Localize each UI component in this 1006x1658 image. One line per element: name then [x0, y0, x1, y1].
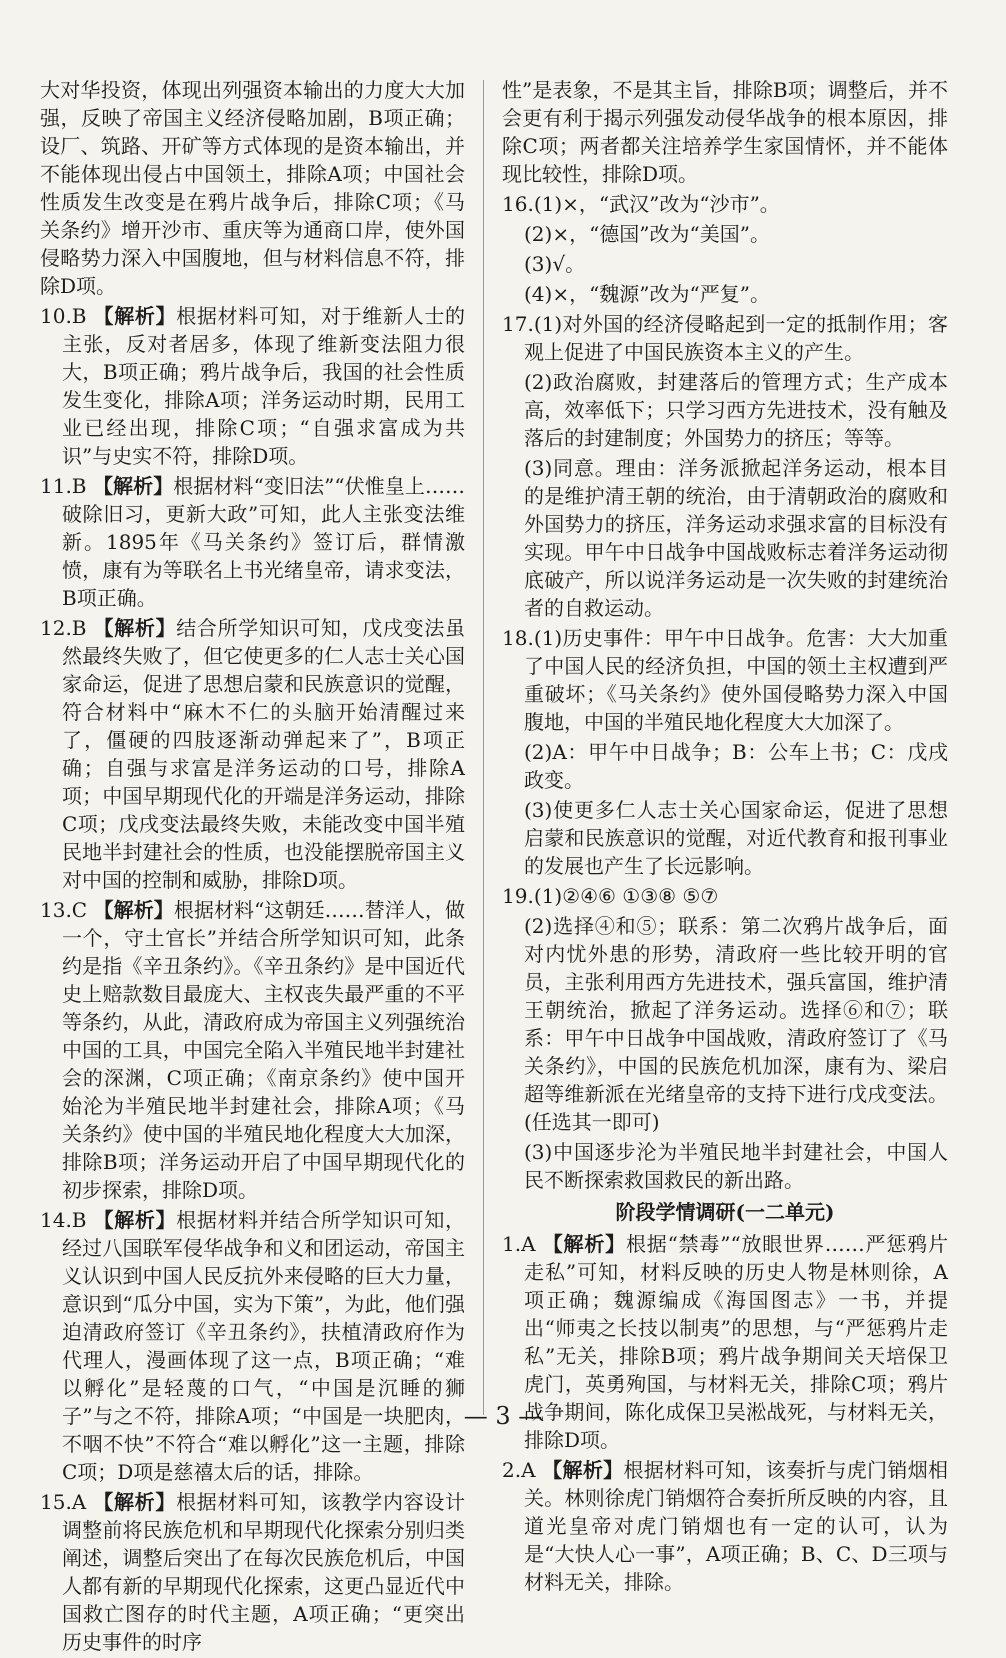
sub-answer: (2)A：甲午中日战争；B：公车上书；C：戊戌政变。: [524, 740, 948, 792]
answer-item: [502, 310, 948, 366]
answer-number: 16.: [502, 192, 534, 216]
answer-number: 1.A: [502, 1232, 536, 1256]
analysis-tag: 【解析】: [93, 616, 177, 640]
answer-number: 12.B: [40, 616, 87, 640]
answer-text: 根据材料“这朝廷……替洋人，做一个，守土官长”并结合所学知识可知，此条约是指《辛丑条约》。《辛丑条约》是中国近代史上赔款数目最庞大、主权丧失最严重的不平等条约，从此，清政府成为帝国主义列强统治中国的工具，中国完全陷入半殖民地半封建社会的深渊，C项正确；《南京条约》使中国开始沦为半殖民地半封建社会，排除A项；《马关条约》使中国的半殖民地化程度大大加深，排除B项；洋务运动开启了中国早期现代化的初步探索，排除D项。: [62, 898, 466, 1202]
answer-text: (1)②④⑥ ①③⑧ ⑤⑦: [533, 884, 719, 908]
analysis-tag: 【解析】: [93, 1490, 177, 1514]
answer-item: [502, 882, 948, 910]
answer-text: (1)对外国的经济侵略起到一定的抵制作用；客观上促进了中国民族资本主义的产生。: [524, 312, 948, 364]
sub-answer: (2)×，“德国”改为“美国”。: [524, 222, 770, 246]
answer-number: 19.: [502, 884, 534, 908]
answer-text: (1)历史事件：甲午中日战争。危害：大大加重了中国人民的经济负担，中国的领土主权遭到严重破坏；《马关条约》使外国侵略势力深入中国腹地，中国的半殖民地化程度大大加深了。: [524, 626, 948, 734]
answer-number: 2.A: [502, 1458, 536, 1482]
right-column: [502, 76, 948, 1598]
answer-number: 13.C: [40, 898, 88, 922]
answer-number: 15.A: [40, 1490, 87, 1514]
answer-text: (1)×，“武汉”改为“沙市”。: [533, 192, 780, 216]
answer-item: [40, 614, 465, 894]
sub-answer: (3)√。: [524, 252, 586, 276]
answer-item: [40, 302, 465, 470]
sub-answer: (2)政治腐败，封建落后的管理方式；生产成本高，效率低下；只学习西方先进技术，没有触及落后的封建制度；外国势力的挤压；等等。: [524, 370, 948, 450]
answer-number: 10.B: [40, 304, 87, 328]
answer-item: [40, 1206, 465, 1486]
answer-text: 根据材料可知，该教学内容设计调整前将民族危机和早期现代化探索分别归类阐述，调整后突出了在每次民族危机后，中国人都有新的早期现代化探索，这更凸显近代中国救亡图存的时代主题，A项正确；“更突出历史事件的时序: [62, 1490, 466, 1654]
answer-number: 18.: [502, 626, 534, 650]
answer-number: 11.B: [40, 474, 87, 498]
answer-item: [40, 1488, 465, 1656]
analysis-tag: 【解析】: [542, 1458, 624, 1482]
analysis-tag: 【解析】: [93, 304, 177, 328]
answer-text: 根据材料并结合所学知识可知，经过八国联军侵华战争和义和团运动，帝国主义认识到中国人民反抗外来侵略的巨大力量，意识到“瓜分中国，实为下策”，为此，他们强迫清政府签订《辛丑条约》，扶植清政府作为代理人，漫画体现了这一点，B项正确；“难以孵化”是轻蔑的口气，“中国是沉睡的狮子”与之不符，排除A项；“中国是一块肥肉，不咽不快”不符合“难以孵化”这一主题，排除C项；D项是慈禧太后的话，排除。: [62, 1208, 466, 1484]
answer-text: 根据材料“变旧法”“伏惟皇上……破除旧习，更新大政”可知，此人主张变法维新。1895年《马关条约》签订后，群情激愤，康有为等联名上书光绪皇帝，请求变法，B项正确。: [62, 474, 465, 610]
answer-item: [502, 624, 948, 736]
analysis-tag: 【解析】: [93, 898, 174, 922]
column-divider: [483, 80, 484, 1415]
sub-answer: (3)中国逐步沦为半殖民地半封建社会，中国人民不断探索救国救民的新出路。: [524, 1140, 948, 1192]
answer-text: 根据材料可知，对于维新人士的主张，反对者居多，体现了维新变法阻力很大，B项正确；鸦片战争后，我国的社会性质发生变化，排除A项；洋务运动时期，民用工业已经出现，排除C项；“自强求富成为共识”与史实不符，排除D项。: [62, 304, 466, 468]
answer-text: 根据材料可知，该奏折与虎门销烟相关。林则徐虎门销烟符合奏折所反映的内容，且道光皇帝对虎门销烟也有一定的认可，认为是“大快人心一事”，A项正确；B、C、D三项与材料无关，排除。: [524, 1458, 949, 1594]
sub-answer: (3)同意。理由：洋务派掀起洋务运动，根本目的是维护清王朝的统治，由于清朝政治的腐败和外国势力的挤压，洋务运动求强求富的目标没有实现。甲午中日战争中国战败标志着洋务运动彻底破产，所以说洋务运动是一次失败的封建统治者的自救运动。: [524, 456, 948, 620]
page-number: — 3 —: [463, 1402, 543, 1430]
analysis-tag: 【解析】: [93, 1208, 177, 1232]
section-title: 阶段学情调研(一二单元): [615, 1200, 835, 1224]
answer-text: 根据“禁毒”“放眼世界……严惩鸦片走私”可知，材料反映的历史人物是林则徐，A项正确；魏源编成《海国图志》一书，并提出“师夷之长技以制夷”的思想，与“严惩鸦片走私”无关，排除B项；鸦片战争期间关天培保卫虎门，英勇殉国，与材料无关，排除C项；鸦片战争期间，陈化成保卫吴淞战死，与材料无关，排除D项。: [524, 1232, 948, 1452]
analysis-tag: 【解析】: [92, 474, 174, 498]
sub-answer: (2)选择④和⑤；联系：第二次鸦片战争后，面对内忧外患的形势，清政府一些比较开明的官员，主张利用西方先进技术，强兵富国，维护清王朝统治，掀起了洋务运动。选择⑥和⑦；联系：甲午中日战争中国战败，清政府签订了《马关条约》，中国的民族危机加深，康有为、梁启超等维新派在光绪皇帝的支持下进行戊戌变法。(任选其一即可): [524, 914, 948, 1134]
answer-item: [40, 472, 465, 612]
analysis-tag: 【解析】: [542, 1232, 626, 1256]
answer-item: [502, 190, 948, 218]
answer-number: 14.B: [40, 1208, 87, 1232]
continued-text: 性”是表象，不是其主旨，排除B项；调整后，并不会更有利于揭示列强发动侵华战争的根本原因，排除C项；两者都关注培养学生家国情怀，并不能体现比较性，排除D项。: [502, 78, 948, 186]
sub-answer: (3)使更多仁人志士关心国家命运，促进了思想启蒙和民族意识的觉醒，对近代教育和报刊事业的发展也产生了长远影响。: [524, 798, 948, 878]
answer-item: [40, 896, 465, 1204]
answer-item: [502, 1456, 948, 1596]
sub-answer: (4)×，“魏源”改为“严复”。: [524, 282, 770, 306]
answer-text: 结合所学知识可知，戊戌变法虽然最终失败了，但它使更多的仁人志士关心国家命运，促进了思想启蒙和民族意识的觉醒，符合材料中“麻木不仁的头脑开始清醒过来了，僵硬的四肢逐渐动弹起来了”，B项正确；自强与求富是洋务运动的口号，排除A项；中国早期现代化的开端是洋务运动，排除C项；戊戌变法最终失败，未能改变中国半殖民地半封建社会的性质，也没能摆脱帝国主义对中国的控制和威胁，排除D项。: [62, 616, 466, 892]
continued-text: 大对华投资，体现出列强资本输出的力度大大加强，反映了帝国主义经济侵略加剧，B项正确；设厂、筑路、开矿等方式体现的是资本输出，并不能体现出侵占中国领土，排除A项；中国社会性质发生改变是在鸦片战争后，排除C项；《马关条约》增开沙市、重庆等为通商口岸，使外国侵略势力深入中国腹地，但与材料信息不符，排除D项。: [40, 78, 465, 298]
answer-number: 17.: [502, 312, 534, 336]
